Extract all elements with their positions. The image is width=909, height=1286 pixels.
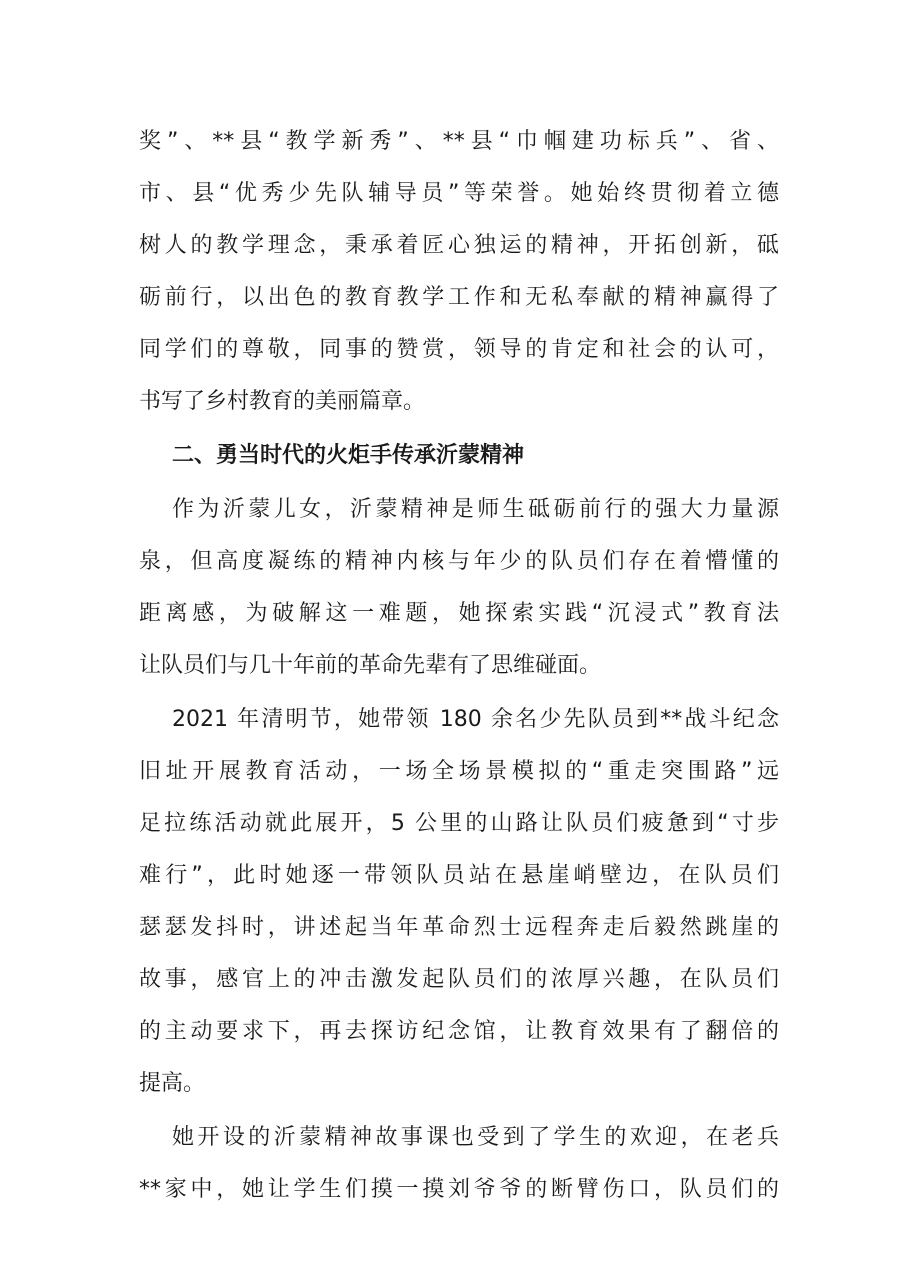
paragraph-line: 距离感，为破解这一难题，她探索实践“沉浸式”教育法	[139, 601, 779, 626]
paragraph-line: 瑟瑟发抖时，讲述起当年革命烈士远程奔走后毅然跳崖的	[139, 915, 779, 940]
paragraph-line: 奖”、**县“教学新秀”、**县“巾帼建功标兵”、省、	[139, 129, 779, 154]
paragraph-line: 砺前行，以出色的教育教学工作和无私奉献的精神赢得了	[139, 285, 779, 310]
paragraph-line: 2021 年清明节，她带领 180 余名少先队员到**战斗纪念	[172, 707, 779, 732]
paragraph-line: 泉，但高度凝练的精神内核与年少的队员们存在着懵懂的	[139, 549, 779, 574]
paragraph-line: 提高。	[139, 1071, 206, 1096]
paragraph-line: 的主动要求下，再去探访纪念馆，让教育效果有了翻倍的	[139, 1019, 779, 1044]
section-heading: 二、勇当时代的火炬手传承沂蒙精神	[172, 443, 525, 468]
paragraph-line: **家中，她让学生们摸一摸刘爷爷的断臂伤口，队员们的	[139, 1177, 779, 1202]
paragraph-line: 树人的教学理念，秉承着匠心独运的精神，开拓创新，砥	[139, 233, 779, 258]
paragraph-line: 市、县“优秀少先队辅导员”等荣誉。她始终贯彻着立德	[139, 181, 779, 206]
paragraph-line: 她开设的沂蒙精神故事课也受到了学生的欢迎，在老兵	[172, 1125, 779, 1150]
paragraph-line: 同学们的尊敬，同事的赞赏，领导的肯定和社会的认可，	[139, 337, 779, 362]
paragraph-line: 书写了乡村教育的美丽篇章。	[139, 389, 426, 414]
paragraph-line: 难行”，此时她逐一带领队员站在悬崖峭壁边，在队员们	[139, 863, 779, 888]
paragraph-line: 让队员们与几十年前的革命先辈有了思维碰面。	[139, 653, 602, 678]
paragraph-line: 作为沂蒙儿女，沂蒙精神是师生砥砺前行的强大力量源	[172, 497, 779, 522]
paragraph-line: 足拉练活动就此展开，5 公里的山路让队员们疲惫到“寸步	[139, 811, 779, 836]
paragraph-line: 故事，感官上的冲击激发起队员们的浓厚兴趣，在队员们	[139, 967, 779, 992]
paragraph-line: 旧址开展教育活动，一场全场景模拟的“重走突围路”远	[139, 759, 779, 784]
